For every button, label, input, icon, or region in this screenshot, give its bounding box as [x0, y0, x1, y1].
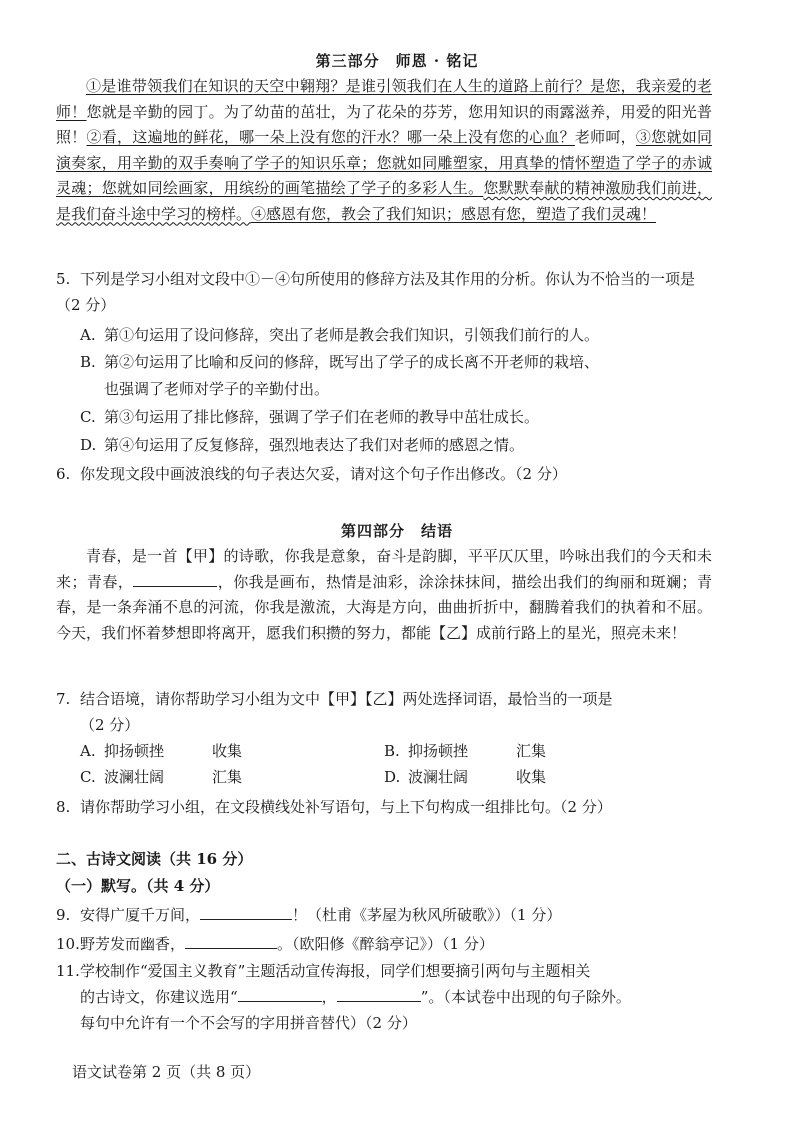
- question-8: [56, 794, 716, 820]
- q7-stem: 结合语境，请你帮助学习小组为文中【甲】【乙】两处选择词语，最恰当的一项是: [80, 690, 613, 708]
- page-footer: 语文试卷第 2 页（共 8 页）: [72, 1063, 261, 1081]
- option-label: D.: [384, 768, 401, 786]
- passage-sentence: ①是谁带领我们在知识的天空中翱翔？是谁引领我们在人生的道路上前行？是您，我亲爱的老师！: [56, 77, 712, 121]
- q7-score: （2 分）: [80, 716, 140, 734]
- q5-option-c: [80, 404, 710, 431]
- passage-sentence: ②看，这遍地的鲜花，哪一朵上没有您的汗水？哪一朵上没有您的心血？: [86, 128, 575, 146]
- part4-text-2: ，你我是画布，热情是油彩，涂涂抹抹间，描绘出我们的绚丽和斑斓；青春，是一条奔涌不息的河流，你我是激流，大海是方向，曲曲折折中，翻腾着我们的执着和不屈。今天，我们怀着梦想即将离开，愿我们积攒的努力，都能【乙】成前行路上的星光，照亮未来！: [56, 572, 712, 642]
- q7-option-d: [384, 764, 546, 790]
- q7-option-a: [80, 738, 242, 764]
- q9-source: ！（杜甫《茅屋为秋风所破歌》）（1 分）: [292, 906, 562, 924]
- q11-line-2: [56, 984, 716, 1010]
- fill-blank[interactable]: [133, 570, 217, 587]
- q11-line-3: 每句中允许有一个不会写的字用拼音替代）（2 分）: [80, 1014, 417, 1032]
- option-word-2: 收集: [516, 768, 547, 786]
- q7-number: 7.: [56, 690, 71, 708]
- option-label: C.: [80, 768, 96, 786]
- section2-subtitle: （一）默写。（共 4 分）: [56, 877, 220, 895]
- option-word-2: 汇集: [212, 768, 243, 786]
- part3-passage: [56, 74, 712, 227]
- passage-sentence: ③您就如同演奏家，用辛勤的双手奏响了学子的知识乐章；您就如同雕塑家，用真挚的情怀塑造了学子的赤诚灵魂；您就如同绘画家，用缤纷的画笔描绘了学子的多彩人生。: [56, 128, 712, 197]
- option-word-2: 收集: [212, 742, 243, 760]
- part3-title: 第三部分 师恩 · 铭记: [315, 52, 479, 70]
- option-word-1: 波澜壮阔: [104, 768, 165, 786]
- passage-sentence: 您就是辛勤的园丁。为了幼苗的茁壮，为了花朵的芬芳，您用知识的雨露滋养，用爱的阳光普照！: [56, 102, 712, 146]
- q6-stem: 你发现文段中画波浪线的句子表达欠妥，请对这个句子作出修改。（2 分）: [80, 465, 567, 483]
- question-6: [56, 461, 716, 487]
- q7-option-b: [384, 738, 546, 764]
- q5-number: 5.: [56, 270, 71, 288]
- option-word-2: 汇集: [516, 742, 547, 760]
- q6-number: 6.: [56, 465, 71, 483]
- part4-passage: [56, 544, 712, 646]
- option-text-cont: 也强调了老师对学子的辛勤付出。: [104, 380, 330, 398]
- q10-text: 野芳发而幽香，: [80, 935, 186, 953]
- q5-option-b: [80, 349, 710, 403]
- passage-sentence: 您默默奉献的精神激励我们前进，是我们奋斗途中学习的榜样。: [56, 179, 712, 223]
- section2-title: 二、古诗文阅读（共 16 分）: [56, 850, 253, 868]
- q5-option-d: [80, 432, 710, 459]
- passage-sentence: 老师呵，: [574, 128, 636, 146]
- q11-note: ”。（本试卷中出现的句子除外。: [420, 988, 631, 1006]
- option-label: B.: [384, 742, 400, 760]
- option-label: B.: [80, 353, 96, 371]
- q11-line-1: 学校制作“爱国主义教育”主题活动宣传海报，同学们想要摘引两句与主题相关: [80, 962, 591, 980]
- option-text: 第④句运用了反复修辞，强烈地表达了我们对老师的感恩之情。: [104, 436, 525, 454]
- option-label: A.: [80, 742, 96, 760]
- q11-comma: ，: [321, 988, 337, 1006]
- part4-text-1: 青春，是一首【甲】的诗歌，你我是意象，奋斗是韵脚，平平仄仄里，吟咏出我们的今天和未来；青春，: [56, 547, 712, 591]
- q11-answer-blank-2[interactable]: [337, 985, 421, 1002]
- option-word-1: 波澜壮阔: [408, 768, 469, 786]
- q7-option-c: [80, 764, 242, 790]
- option-text: 第②句运用了比喻和反问的修辞，既写出了学子的成长离不开老师的栽培、: [104, 353, 600, 371]
- option-text: 第①句运用了设问修辞，突出了老师是教会我们知识，引领我们前行的人。: [104, 326, 600, 344]
- question-11: [56, 958, 716, 1036]
- q11-text: 的古诗文，你建议选用“: [80, 988, 238, 1006]
- option-word-1: 抑扬顿挫: [104, 742, 165, 760]
- part4-title: 第四部分 结语: [340, 522, 453, 540]
- q10-answer-blank[interactable]: [185, 932, 277, 949]
- question-5: [56, 266, 716, 318]
- option-word-1: 抑扬顿挫: [408, 742, 469, 760]
- q11-answer-blank-1[interactable]: [238, 985, 322, 1002]
- q11-number: 11.: [56, 962, 80, 980]
- q8-stem: 请你帮助学习小组，在文段横线处补写语句，与上下句构成一组排比句。（2 分）: [80, 798, 612, 816]
- question-7: [56, 686, 716, 738]
- question-10: [56, 931, 716, 957]
- q8-number: 8.: [56, 798, 71, 816]
- q5-stem: 下列是学习小组对文段中①－④句所使用的修辞方法及其作用的分析。你认为不恰当的一项是（2 分）: [56, 270, 696, 314]
- q10-source: 。（欧阳修《醉翁亭记》）（1 分）: [277, 935, 494, 953]
- q5-option-a: [80, 322, 710, 349]
- option-label: A.: [80, 326, 96, 344]
- q9-text: 安得广厦千万间，: [80, 906, 201, 924]
- option-text: 第③句运用了排比修辞，强调了学子们在老师的教导中茁壮成长。: [104, 408, 540, 426]
- option-label: C.: [80, 408, 96, 426]
- option-label: D.: [80, 436, 97, 454]
- passage-sentence: ④感恩有您，教会了我们知识；感恩有您，塑造了我们灵魂！: [251, 204, 657, 223]
- q10-number: 10.: [56, 935, 80, 953]
- q9-answer-blank[interactable]: [200, 903, 292, 920]
- q9-number: 9.: [56, 906, 71, 924]
- question-9: [56, 902, 716, 928]
